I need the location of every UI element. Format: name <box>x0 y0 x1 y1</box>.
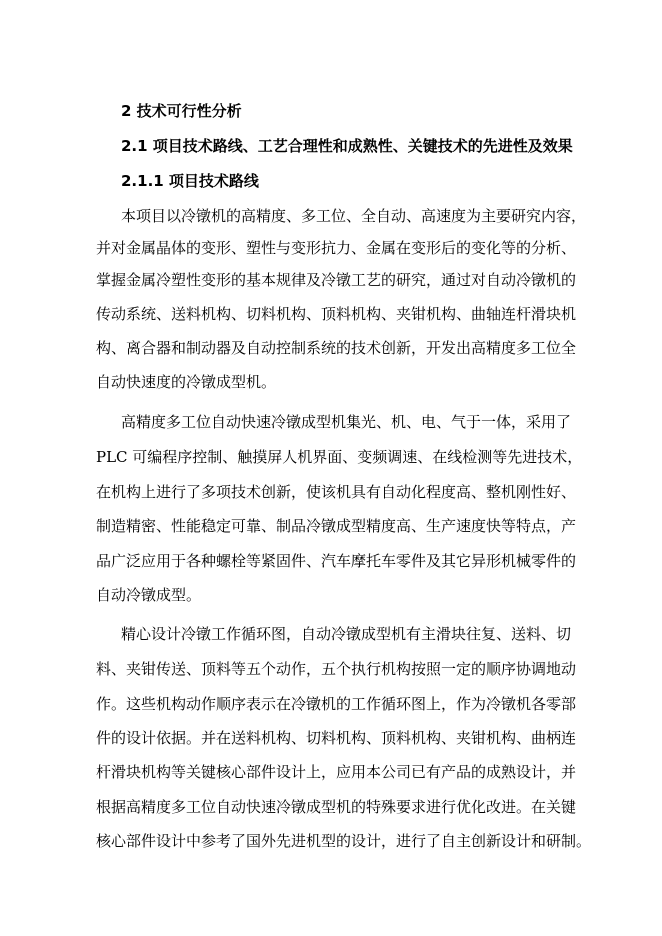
paragraph-1-line-2: 并对金属晶体的变形、塑性与变形抗力、金属在变形后的变化等的分析、 <box>96 239 577 257</box>
paragraph-2-line-1: 高精度多工位自动快速冷镦成型机集光、机、电、气于一体，采用了 <box>121 413 572 431</box>
paragraph-2-line-6: 自动冷镦成型。 <box>96 586 202 604</box>
paragraph-2-line-4: 制造精密、性能稳定可靠、制品冷镦成型精度高、生产速度快等特点，产 <box>96 517 577 535</box>
paragraph-1-line-5: 构、离合器和制动器及自动控制系统的技术创新，开发出高精度多工位全 <box>96 339 577 357</box>
paragraph-2-line-5: 品广泛应用于各种螺栓等紧固件、汽车摩托车零件及其它异形机械零件的 <box>96 552 577 570</box>
paragraph-3-line-4: 件的设计依据。并在送料机构、切料机构、顶料机构、夹钳机构、曲柄连 <box>96 729 577 747</box>
paragraph-3-line-1: 精心设计冷镦工作循环图，自动冷镦成型机有主滑块往复、送料、切 <box>121 625 572 643</box>
subsection-heading: 2.1 项目技术路线、工艺合理性和成熟性、关键技术的先进性及效果 <box>121 137 573 155</box>
paragraph-3-line-3: 作。这些机构动作顺序表示在冷镦机的工作循环图上，作为冷镦机各零部 <box>96 695 577 713</box>
paragraph-2-line-3: 在机构上进行了多项技术创新，使该机具有自动化程度高、整机刚性好、 <box>96 483 577 501</box>
paragraph-3-line-2: 料、夹钳传送、顶料等五个动作，五个执行机构按照一定的顺序协调地动 <box>96 660 577 678</box>
paragraph-1-line-1: 本项目以冷镦机的高精度、多工位、全自动、高速度为主要研究内容， <box>121 207 587 225</box>
paragraph-1-line-6: 自动快速度的冷镦成型机。 <box>96 373 277 391</box>
paragraph-3-line-6: 根据高精度多工位自动快速冷镦成型机的特殊要求进行优化改进。在关键 <box>96 798 577 816</box>
paragraph-3-line-5: 杆滑块机构等关键核心部件设计上，应用本公司已有产品的成熟设计，并 <box>96 763 577 781</box>
paragraph-1-line-3: 掌握金属冷塑性变形的基本规律及冷镦工艺的研究，通过对自动冷镦机的 <box>96 271 577 289</box>
section-heading: 2 技术可行性分析 <box>121 102 242 120</box>
paragraph-3-line-7: 核心部件设计中参考了国外先进机型的设计，进行了自主创新设计和研制。 <box>96 832 592 850</box>
subsubsection-heading: 2.1.1 项目技术路线 <box>121 172 259 190</box>
paragraph-2-line-2: PLC 可编程序控制、触摸屏人机界面、变频调速、在线检测等先进技术， <box>96 448 583 466</box>
paragraph-1-line-4: 传动系统、送料机构、切料机构、顶料机构、夹钳机构、曲轴连杆滑块机 <box>96 305 577 323</box>
